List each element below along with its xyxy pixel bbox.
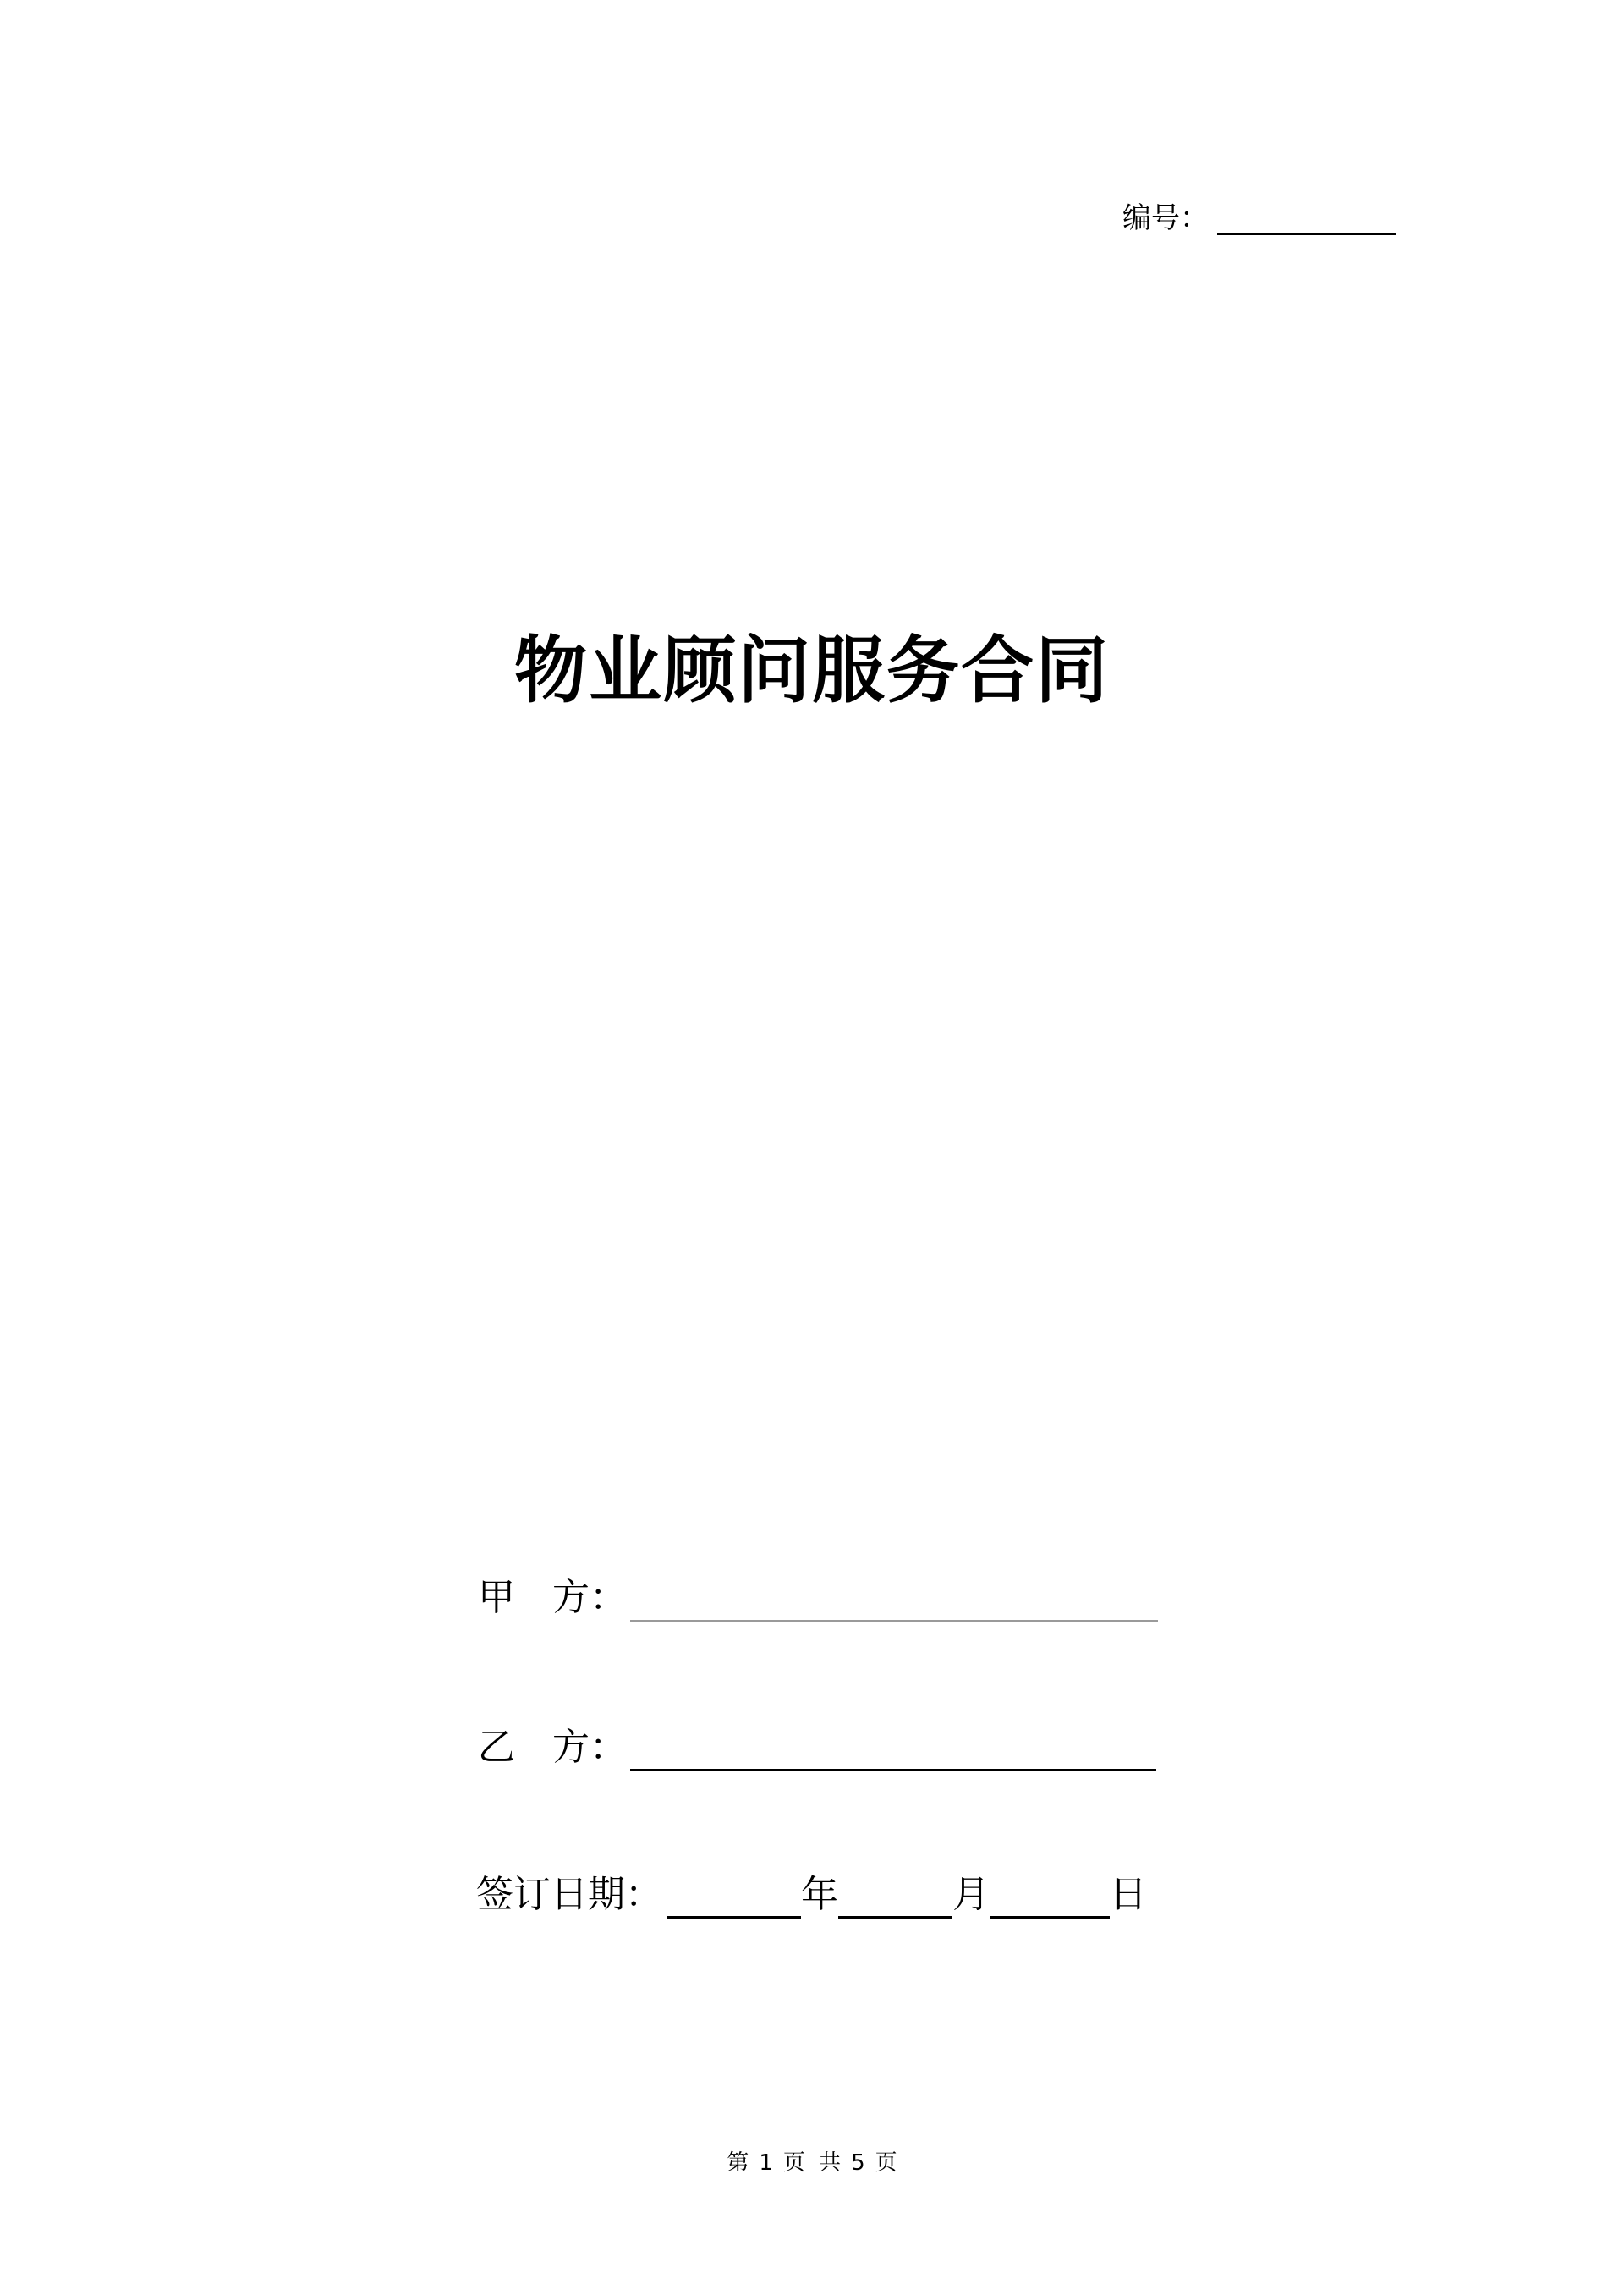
party-b-line <box>478 1721 1156 1771</box>
party-a-blank <box>630 1611 1158 1622</box>
page-number-suffix: 页 <box>875 2150 897 2176</box>
serial-number-line <box>1122 193 1396 235</box>
party-a-line <box>478 1571 1158 1622</box>
page-number-current: 1 <box>759 2150 773 2176</box>
signing-day-blank <box>990 1908 1110 1919</box>
party-b-label <box>478 1724 627 1771</box>
signing-day-suffix: 日 <box>1110 1873 1147 1916</box>
page-number-middle: 页 共 <box>782 2150 842 2176</box>
signing-year-blank <box>667 1908 801 1919</box>
signing-month-blank <box>838 1908 952 1919</box>
serial-number-label: 编号： <box>1122 201 1209 235</box>
party-b-label-char: 乙 <box>478 1726 515 1769</box>
party-b-label-suffix: 方： <box>552 1726 627 1769</box>
signing-date-label: 签订日期： <box>476 1873 662 1916</box>
party-a-label <box>478 1574 627 1622</box>
party-a-label-suffix: 方： <box>552 1576 627 1619</box>
signing-year-suffix: 年 <box>801 1873 838 1916</box>
page-number-footer <box>0 2149 1624 2177</box>
party-a-label-char: 甲 <box>478 1576 515 1619</box>
document-title: 物业顾问服务合同 <box>514 628 1110 713</box>
party-b-blank <box>630 1760 1156 1771</box>
page-number-total: 5 <box>851 2150 865 2176</box>
page-number-prefix: 第 <box>727 2150 749 2176</box>
signing-date-line <box>476 1868 1147 1919</box>
serial-number-blank <box>1217 205 1396 235</box>
signing-month-suffix: 月 <box>952 1873 990 1916</box>
